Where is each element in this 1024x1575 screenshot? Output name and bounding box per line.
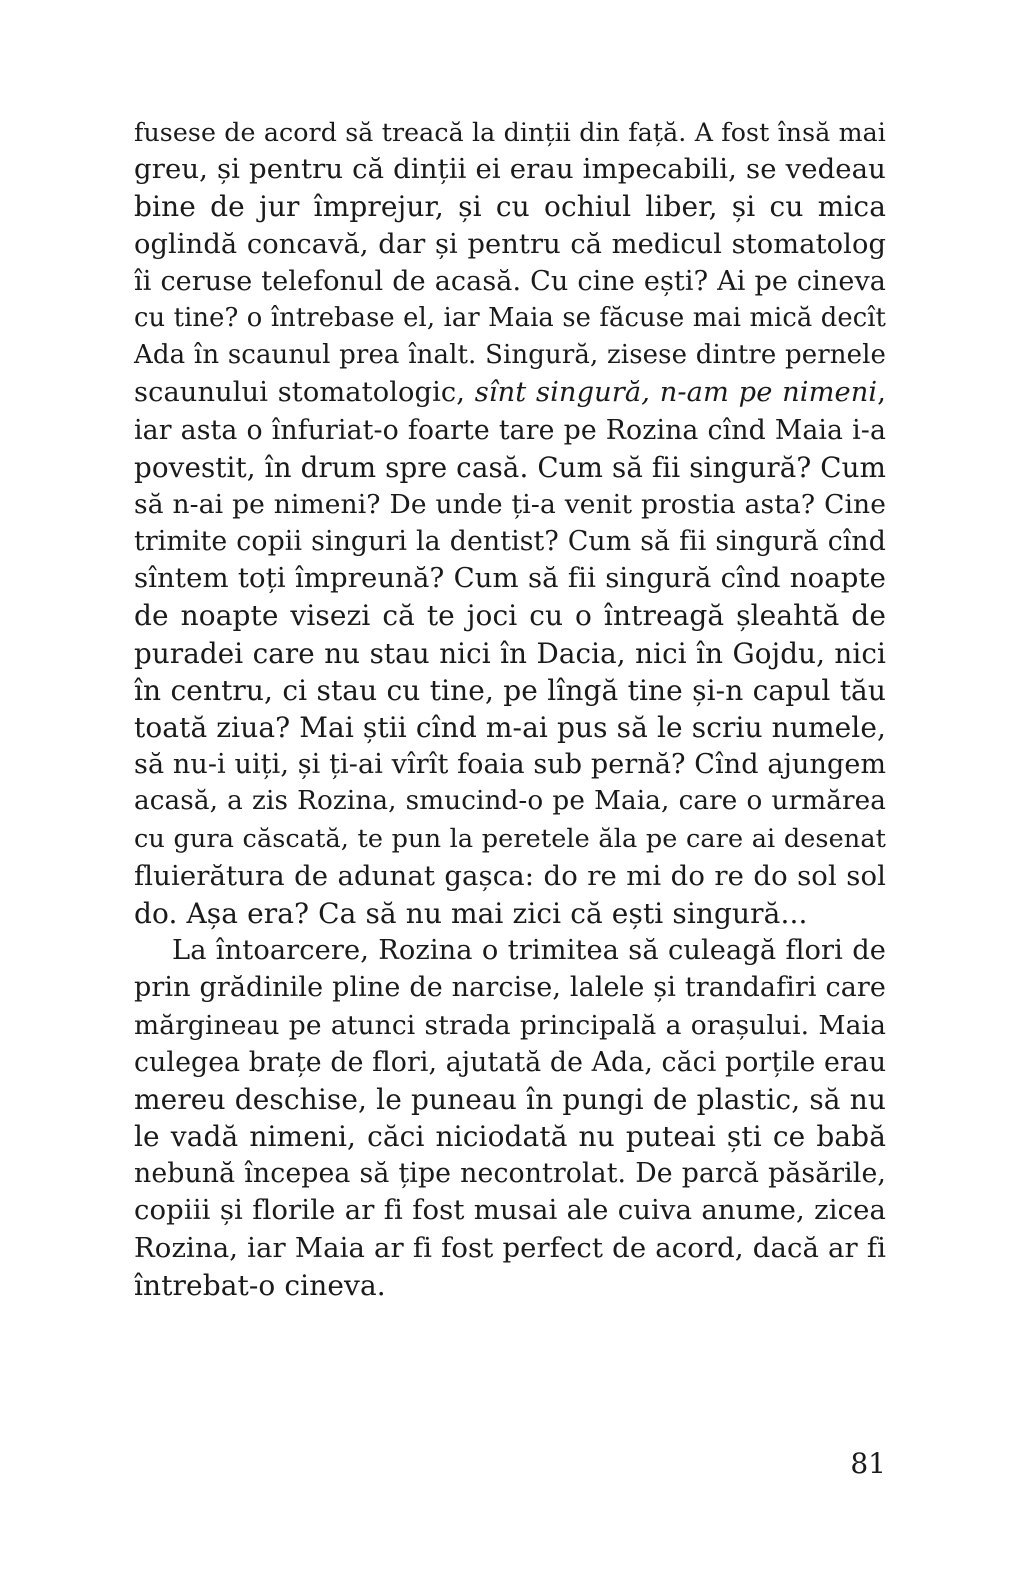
text-line: oglindă concavă, dar și pentru că medicul stomatolog [134, 228, 886, 260]
text-line: îi ceruse telefonul de acasă. Cu cine ești? Ai pe cineva [134, 265, 886, 297]
text-line: copiii și florile ar fi fost musai ale cuiva anume, zicea [134, 1194, 886, 1227]
text-line: întrebat-o cineva. [134, 1268, 386, 1302]
text-line: bine de jur împrejur, și cu ochiul liber, și cu mica [134, 190, 886, 224]
text-line: prin grădinile pline de narcise, lalele și trandafiri care [134, 972, 886, 1004]
text-line: mereu deschise, le puneau în pungi de plastic, să nu [134, 1082, 886, 1116]
text-segment: , [877, 377, 886, 409]
paragraph-2 [134, 932, 886, 1304]
text-line: le vadă nimeni, căci niciodată nu puteai ști ce babă [134, 1120, 886, 1154]
text-line: să n-ai pe nimeni? De unde ți-a venit prostia asta? Cine [134, 488, 886, 520]
italic-quote: sînt singură, n-am pe nimeni [474, 377, 878, 409]
text-line-with-italic [134, 374, 886, 411]
text-line: nebună începea să țipe necontrolat. De parcă păsările, [134, 1158, 886, 1190]
page-body [134, 114, 886, 1304]
text-line: să nu-i uiți, și ți-ai vîrît foaia sub pernă? Cînd ajungem [134, 749, 887, 781]
text-line: cu gura căscată, te pun la peretele ăla pe care ai desenat [134, 823, 886, 854]
text-line: mărgineau pe atunci strada principală a orașului. Maia [134, 1009, 886, 1041]
text-line: Ada în scaunul prea înalt. Singură, zisese dintre pernele [134, 340, 886, 371]
text-line: cu tine? o întrebase el, iar Maia se făcuse mai mică decît [134, 302, 886, 333]
text-line: sîntem toți împreună? Cum să fii singură cînd noapte [134, 562, 886, 595]
text-line: iar asta o înfuriat-o foarte tare pe Rozina cînd Maia i-a [134, 414, 886, 446]
text-line: Rozina, iar Maia ar fi fost perfect de acord, dacă ar fi [134, 1231, 886, 1264]
text-line: puradei care nu stau nici în Dacia, nici în Gojdu, nici [134, 636, 886, 670]
text-line: La întoarcere, Rozina o trimitea să culeagă flori de [172, 935, 886, 967]
text-line: în centru, ci stau cu tine, pe lîngă tine și-n capul tău [134, 673, 886, 707]
text-line: acasă, a zis Rozina, smucind-o pe Maia, care o urmărea [134, 786, 886, 817]
page-number: 81 [850, 1447, 886, 1480]
text-line: trimite copii singuri la dentist? Cum să fii singură cînd [134, 526, 886, 558]
text-line: de noapte visezi că te joci cu o întreagă șleahtă de [134, 599, 886, 633]
paragraph-1 [134, 114, 886, 932]
text-line: fusese de acord să treacă la dinții din față. A fost însă mai [134, 118, 886, 147]
text-segment: scaunului stomatologic, [134, 377, 475, 409]
text-line: povestit, în drum spre casă. Cum să fii singură? Cum [134, 450, 886, 484]
text-line: do. Așa era? Ca să nu mai zici că ești singură... [134, 896, 808, 930]
text-line: fluierătura de adunat gașca: do re mi do re do sol sol [134, 859, 886, 892]
text-line: culegea brațe de flori, ajutată de Ada, căci porțile erau [134, 1046, 887, 1078]
text-line: greu, și pentru că dinții ei erau impecabili, se vedeau [134, 153, 886, 186]
text-line: toată ziua? Mai știi cînd m-ai pus să le scriu numele, [134, 711, 886, 744]
